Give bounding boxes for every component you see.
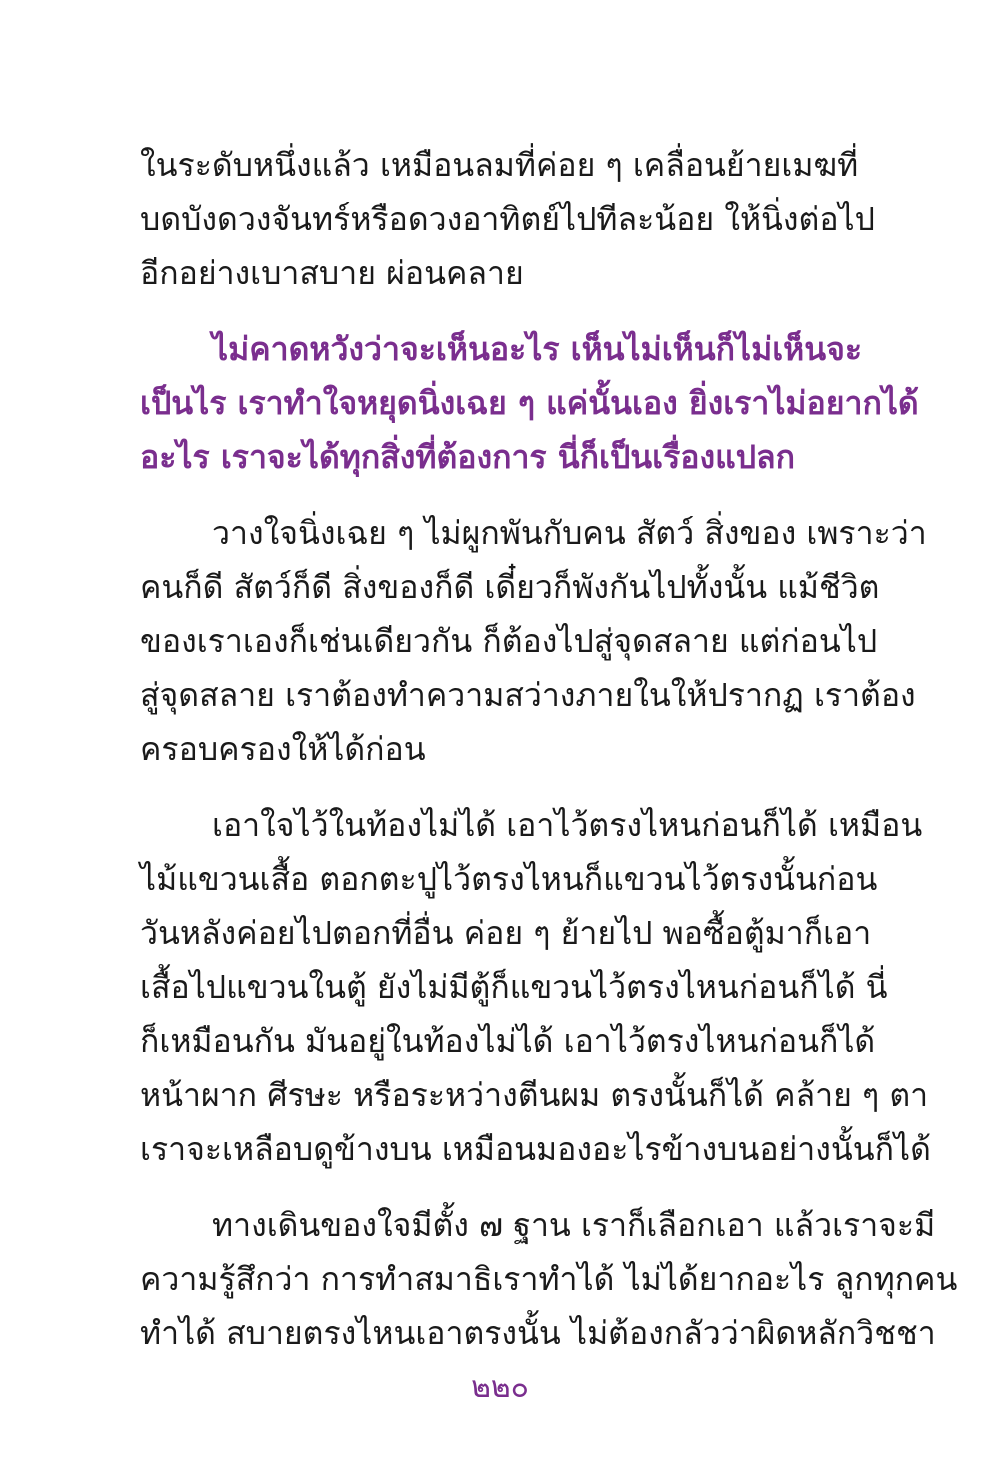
text-line: วางใจนิ่งเฉย ๆ ไม่ผูกพันกับคน สัตว์ สิ่งของ เพราะว่า [212,514,927,552]
text-line: หน้าผาก ศีรษะ หรือระหว่างตีนผม ตรงนั้นก็ได้ คล้าย ๆ ตา [140,1076,929,1114]
text-line: อะไร เราจะได้ทุกสิ่งที่ต้องการ นี่ก็เป็นเรื่องแปลก [140,438,796,476]
text-line: ไม่คาดหวังว่าจะเห็นอะไร เห็นไม่เห็นก็ไม่เห็นจะ [212,330,863,368]
text-line: วันหลังค่อยไปตอกที่อื่น ค่อย ๆ ย้ายไป พอซื้อตู้มาก็เอา [140,914,872,952]
paragraph-5 [140,1198,958,1360]
text-line: ของเราเองก็เช่นเดียวกัน ก็ต้องไปสู่จุดสลาย แต่ก่อนไป [140,622,878,660]
text-line: สู่จุดสลาย เราต้องทำความสว่างภายในให้ปรากฏ เราต้อง [140,676,916,714]
text-line: ความรู้สึกว่า การทำสมาธิเราทำได้ ไม่ได้ยากอะไร ลูกทุกคน [140,1260,958,1298]
text-line: ทำได้ สบายตรงไหนเอาตรงนั้น ไม่ต้องกลัวว่าผิดหลักวิชชา [140,1314,936,1352]
paragraph-4 [140,798,931,1176]
page-number: ๒๒๐ [471,1370,529,1405]
text-line: ไม้แขวนเสื้อ ตอกตะปูไว้ตรงไหนก็แขวนไว้ตรงนั้นก่อน [140,860,878,898]
text-line: อีกอย่างเบาสบาย ผ่อนคลาย [140,254,524,292]
page-body [140,138,958,1382]
text-line: ครอบครองให้ได้ก่อน [140,730,426,768]
paragraph-3 [140,506,927,776]
text-line: คนก็ดี สัตว์ก็ดี สิ่งของก็ดี เดี๋ยวก็พังกันไปทั้งนั้น แม้ชีวิต [140,568,880,606]
paragraph-1 [140,138,875,300]
text-line: ก็เหมือนกัน มันอยู่ในท้องไม่ได้ เอาไว้ตรงไหนก่อนก็ได้ [140,1022,876,1060]
text-line: บดบังดวงจันทร์หรือดวงอาทิตย์ไปทีละน้อย ให้นิ่งต่อไป [140,200,875,238]
text-line: เสื้อไปแขวนในตู้ ยังไม่มีตู้ก็แขวนไว้ตรงไหนก่อนก็ได้ นี่ [140,968,888,1006]
text-line: เป็นไร เราทำใจหยุดนิ่งเฉย ๆ แค่นั้นเอง ยิ่งเราไม่อยากได้ [140,384,919,422]
text-line: เอาใจไว้ในท้องไม่ได้ เอาไว้ตรงไหนก่อนก็ได้ เหมือน [212,806,923,844]
text-line: ในระดับหนึ่งแล้ว เหมือนลมที่ค่อย ๆ เคลื่อนย้ายเมฆที่ [140,146,859,184]
highlighted-paragraph [140,322,919,484]
text-line: เราจะเหลือบดูข้างบน เหมือนมองอะไรข้างบนอย่างนั้นก็ได้ [140,1130,931,1168]
text-line: ทางเดินของใจมีตั้ง ๗ ฐาน เราก็เลือกเอา แล้วเราจะมี [212,1206,936,1244]
